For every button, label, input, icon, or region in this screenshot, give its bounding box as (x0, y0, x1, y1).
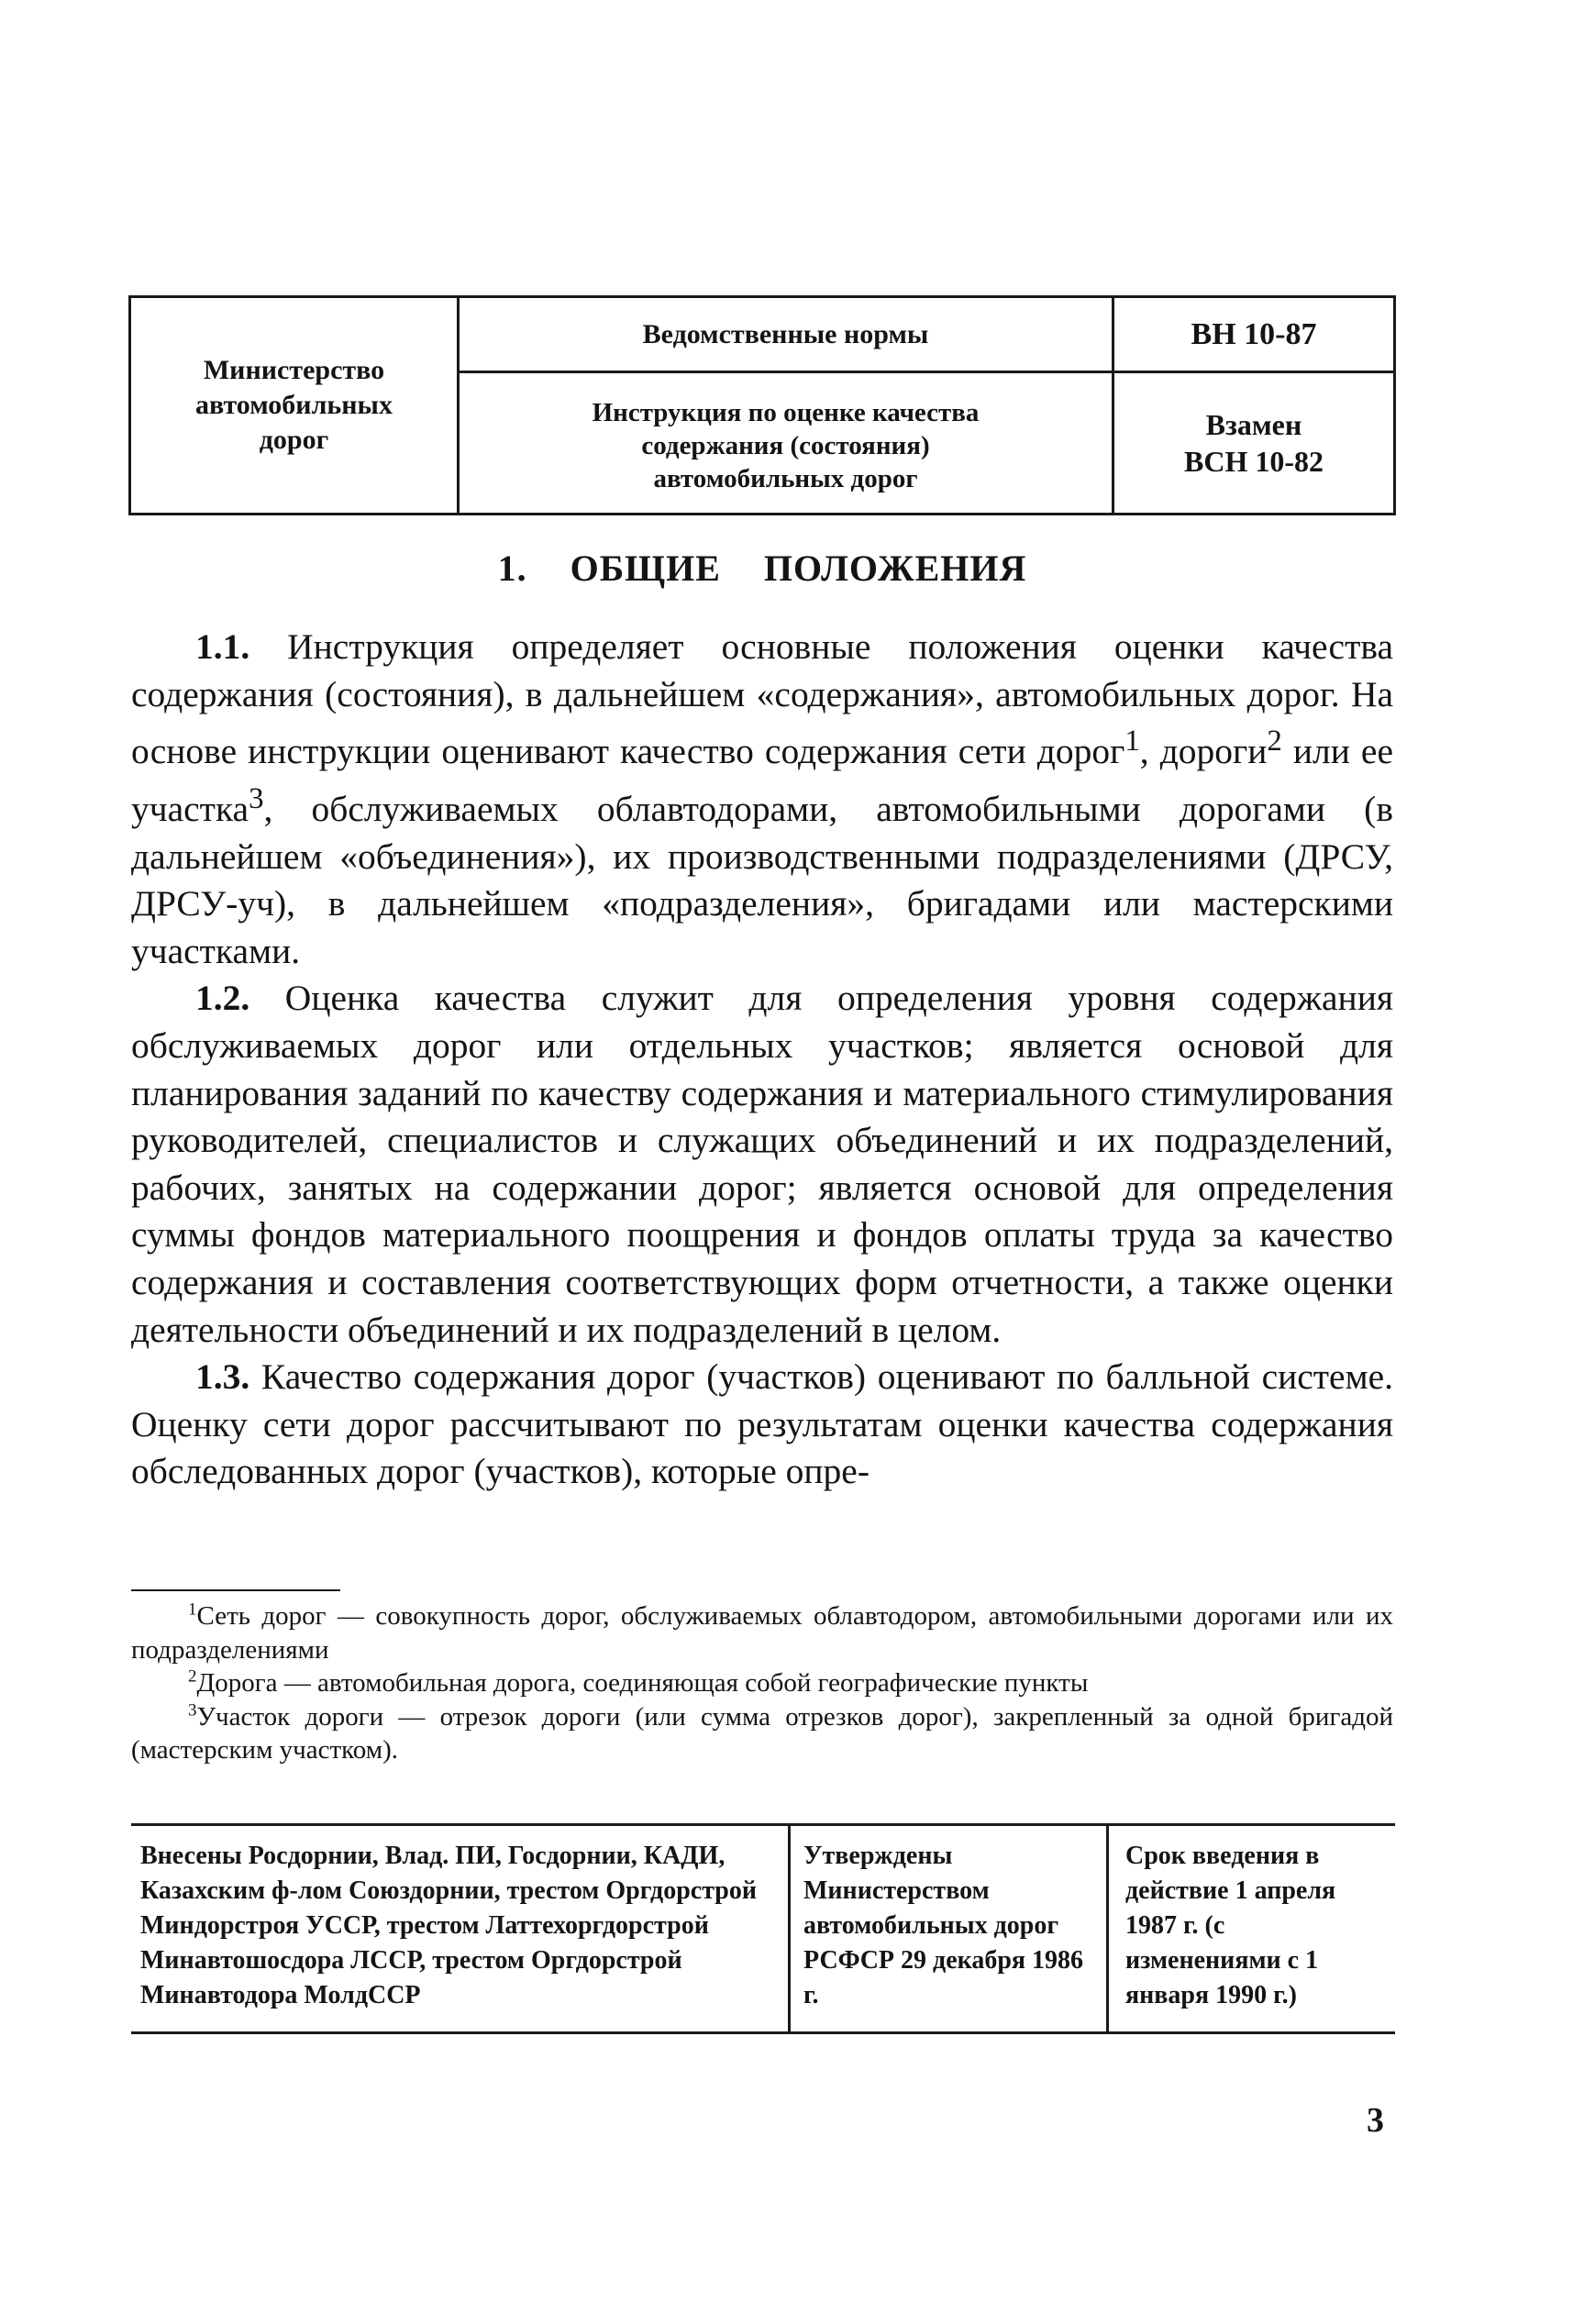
header-table (128, 295, 1396, 515)
page-number: 3 (1367, 2101, 1384, 2140)
footnote-separator (131, 1589, 340, 1591)
ministry-name: Министерство автомобильных дорог (131, 298, 460, 513)
footnote-text: Дорога — автомобильная дорога, соединяющая собой географические пункты (196, 1668, 1089, 1698)
paragraph-number: 1.3. (195, 1356, 250, 1398)
document-code: ВН 10-87 (1114, 298, 1393, 373)
footnotes (131, 1599, 1393, 1767)
section-heading: 1. ОБЩИЕ ПОЛОЖЕНИЯ (497, 548, 1027, 589)
footnote-mark: 1 (188, 1599, 197, 1620)
norms-label: Ведомственные нормы (460, 298, 1114, 373)
footnote-mark: 3 (188, 1699, 197, 1720)
footnote-3 (131, 1700, 1393, 1767)
paragraph-1-2 (131, 975, 1393, 1354)
footnote-text: Участок дороги — отрезок дороги (или сумма отрезков дорог), закрепленный за одной бригадой (мастерским участком). (131, 1701, 1393, 1765)
paragraph-text: , дороги (1139, 731, 1268, 772)
footnote-text: Сеть дорог — совокупность дорог, обслуживаемых облавтодором, автомобильными дорогами или их подразделениями (131, 1601, 1393, 1665)
paragraph-text: Оценка качества служит для определения уровня содержания обслуживаемых дорог или отдельных участков; является основой для планирования заданий по качеству содержания и материального стимулирования руководителей, специалистов и служащих объединений и их подразделений, рабочих, занятых на содержании дорог; является основой для определения суммы фондов материального поощрения и фондов оплаты труда за качество содержания и составления соответствующих форм отчетности, а также оценки деятельности объединений и их подразделений в целом. (131, 978, 1393, 1350)
footnote-ref-2: 2 (1267, 725, 1282, 758)
paragraph-1-3 (131, 1354, 1393, 1496)
footnote-mark: 2 (188, 1666, 197, 1687)
paragraph-1-1 (131, 624, 1393, 975)
paragraph-number: 1.1. (195, 626, 250, 667)
paragraph-number: 1.2. (195, 978, 250, 1019)
approved-by: Утверждены Министерством автомобильных дорог РСФСР 29 декабря 1986 г. (788, 1826, 1109, 2031)
paragraph-text: или ее участка (131, 731, 1394, 830)
replaces-code: Взамен ВСН 10-82 (1184, 408, 1324, 478)
approval-table (131, 1823, 1395, 2034)
footnote-1 (131, 1599, 1393, 1666)
effective-date: Срок введения в действие 1 апреля 1987 г. (с изменениями с 1 января 1990 г.) (1125, 1842, 1336, 2009)
footnote-ref-1: 1 (1124, 725, 1140, 758)
document-title: Инструкция по оценке качества содержания (состояния) автомобильных дорог (460, 373, 1114, 513)
submitted-by: Внесены Росдорнии, Влад. ПИ, Госдорнии, КАДИ, Казахским ф-лом Союздорнии, трестом Оргдорстрой Миндорстроя УССР, трестом Латтехоргдорстрой Минавтошосдора ЛССР, трестом Оргдорстрой Минавтодора МолдССР (140, 1842, 758, 2009)
paragraph-text: Качество содержания дорог (участков) оценивают по балльной системе. Оценку сети дорог рассчитывают по результатам оценки качества содержания обследованных дорог (участков), которые опре- (131, 1356, 1393, 1492)
paragraph-text: , обслуживаемых облавтодорами, автомобильными дорогами (в дальнейшем «объединения»), их производственными подразделениями (ДРСУ, ДРСУ-уч), в дальнейшем «подразделения», бригадами или мастерскими участками. (131, 789, 1393, 971)
footnote-2 (131, 1666, 1393, 1700)
paragraph-text: Инструкция определяет основные положения оценки качества содержания (состояния), в дальнейшем «содержания», автомобильных дорог. На основе инструкции оценивают качество содержания сети дорог (131, 626, 1393, 772)
body-text (131, 624, 1393, 1496)
footnote-ref-3: 3 (249, 781, 264, 815)
